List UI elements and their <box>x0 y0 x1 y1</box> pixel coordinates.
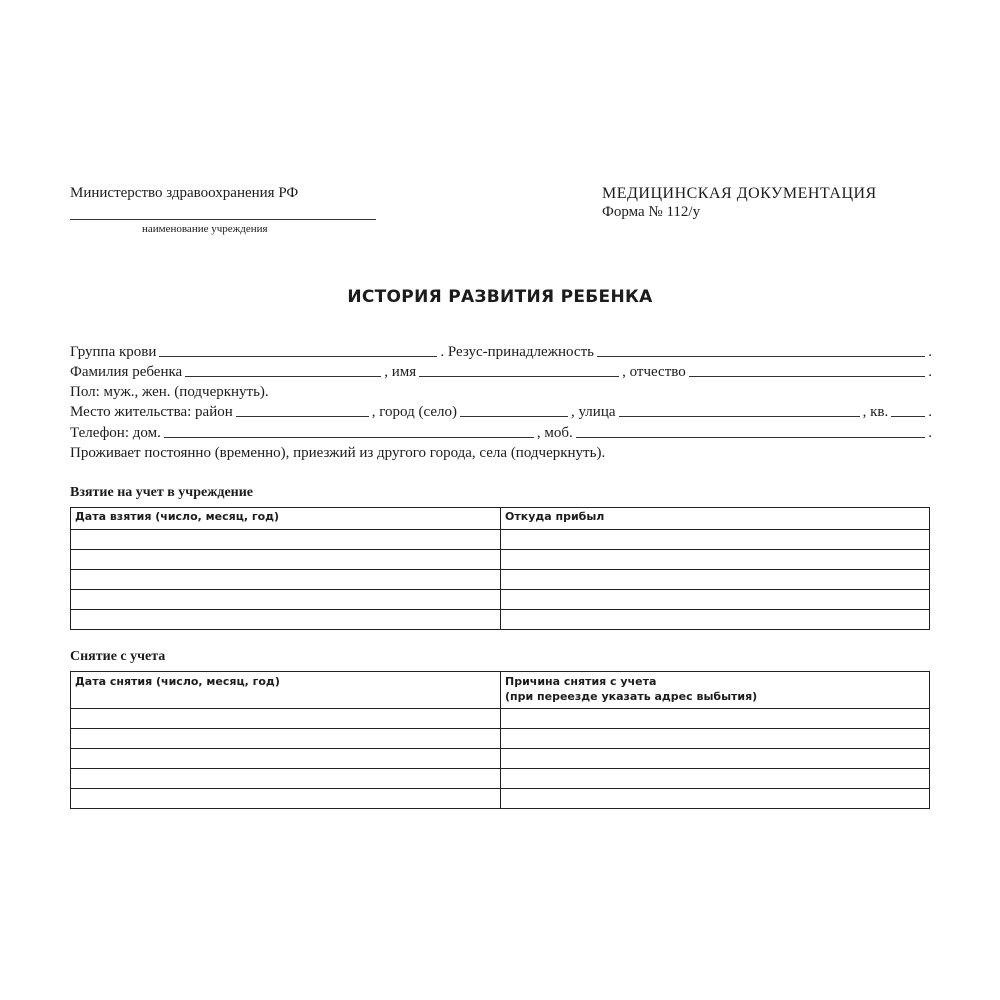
row-sex <box>70 381 932 401</box>
table-row <box>71 570 930 590</box>
reason-header-line2: (при переезде указать адрес выбытия) <box>505 690 758 703</box>
registration-date-header: Дата взятия (число, месяц, год) <box>71 508 501 530</box>
table-cell[interactable] <box>71 769 501 789</box>
street-field[interactable] <box>619 416 860 417</box>
institution-name-line[interactable] <box>70 219 376 220</box>
table-cell[interactable] <box>71 550 501 570</box>
first-name-field[interactable] <box>419 376 619 377</box>
table-cell[interactable] <box>501 769 930 789</box>
phone-mobile-field[interactable] <box>576 437 926 438</box>
street-label: , улица <box>570 404 616 420</box>
apartment-label: , кв. <box>862 404 889 420</box>
residence-status-label[interactable]: Проживает постоянно (временно), приезжий из другого города, села (подчеркнуть). <box>70 445 606 461</box>
patronymic-label: , отчество <box>622 364 686 380</box>
district-field[interactable] <box>236 416 369 417</box>
phone-mobile-label: , моб. <box>536 425 573 441</box>
blood-group-label: Группа крови <box>70 344 157 360</box>
end-dot: . <box>928 404 932 420</box>
registration-table <box>70 507 930 630</box>
deregistration-date-header: Дата снятия (число, месяц, год) <box>71 672 501 709</box>
city-field[interactable] <box>460 416 568 417</box>
surname-field[interactable] <box>185 376 381 377</box>
table-row <box>71 709 930 729</box>
page-title: ИСТОРИЯ РАЗВИТИЯ РЕБЕНКА <box>347 287 653 307</box>
district-label: Место жительства: район <box>70 404 233 420</box>
table-cell[interactable] <box>501 610 930 630</box>
table-cell[interactable] <box>71 570 501 590</box>
deregistration-reason-header <box>501 672 930 709</box>
phone-home-label: Телефон: дом. <box>70 425 161 441</box>
apartment-field[interactable] <box>891 416 925 417</box>
patronymic-field[interactable] <box>689 376 926 377</box>
form-number: Форма № 112/у <box>602 204 701 220</box>
document-type: МЕДИЦИНСКАЯ ДОКУМЕНТАЦИЯ <box>602 185 877 202</box>
blood-group-field[interactable] <box>159 356 437 357</box>
table-cell[interactable] <box>71 530 501 550</box>
row-phone <box>70 422 932 442</box>
table-row <box>71 769 930 789</box>
table-cell[interactable] <box>501 749 930 769</box>
end-dot: . <box>928 425 932 441</box>
table-row <box>71 729 930 749</box>
row-blood-rhesus <box>70 341 932 361</box>
sex-label[interactable]: Пол: муж., жен. (подчеркнуть). <box>70 384 269 400</box>
table-row <box>71 590 930 610</box>
deregistration-table <box>70 671 930 809</box>
table-cell[interactable] <box>71 709 501 729</box>
city-label: , город (село) <box>371 404 457 420</box>
table-cell[interactable] <box>501 550 930 570</box>
table-cell[interactable] <box>501 590 930 610</box>
table-cell[interactable] <box>501 729 930 749</box>
registration-section-title: Взятие на учет в учреждение <box>70 485 253 500</box>
reason-header-line1: Причина снятия с учета <box>505 675 657 688</box>
table-header-row <box>71 508 930 530</box>
table-cell[interactable] <box>501 570 930 590</box>
surname-label: Фамилия ребенка <box>70 364 183 380</box>
rhesus-field[interactable] <box>597 356 925 357</box>
end-dot: . <box>928 344 932 360</box>
table-cell[interactable] <box>501 709 930 729</box>
table-row <box>71 530 930 550</box>
rhesus-label: . Резус-принадлежность <box>440 344 594 360</box>
end-dot: . <box>928 364 932 380</box>
table-cell[interactable] <box>71 749 501 769</box>
ministry-name: Министерство здравоохранения РФ <box>70 185 299 201</box>
table-cell[interactable] <box>71 610 501 630</box>
table-header-row <box>71 672 930 709</box>
row-address <box>70 401 932 421</box>
table-cell[interactable] <box>71 590 501 610</box>
table-cell[interactable] <box>71 729 501 749</box>
table-row <box>71 610 930 630</box>
table-cell[interactable] <box>501 789 930 809</box>
phone-home-field[interactable] <box>164 437 534 438</box>
institution-caption: наименование учреждения <box>142 223 268 235</box>
table-row <box>71 789 930 809</box>
table-cell[interactable] <box>71 789 501 809</box>
deregistration-section-title: Снятие с учета <box>70 649 166 664</box>
first-name-label: , имя <box>384 364 417 380</box>
row-residence-status <box>70 442 932 462</box>
registration-origin-header: Откуда прибыл <box>501 508 930 530</box>
row-name <box>70 361 932 381</box>
table-row <box>71 749 930 769</box>
table-row <box>71 550 930 570</box>
table-cell[interactable] <box>501 530 930 550</box>
